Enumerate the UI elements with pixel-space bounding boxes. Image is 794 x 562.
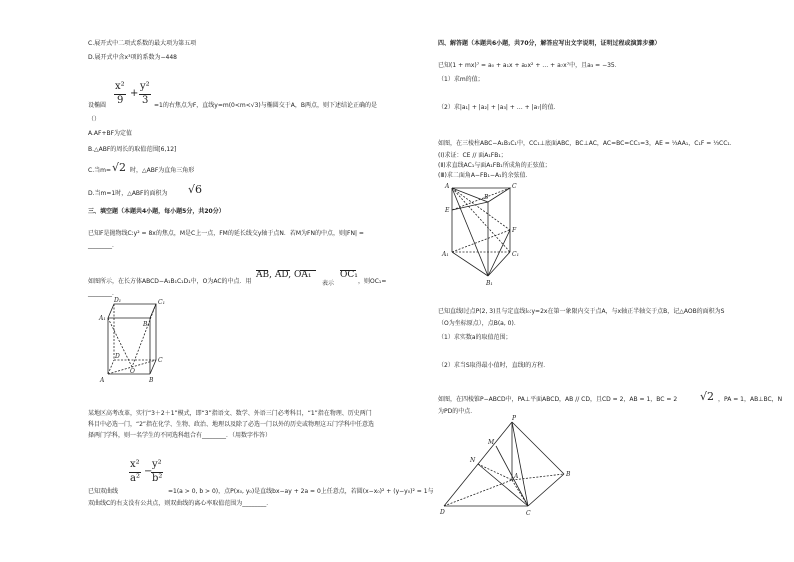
line-question-line2: （O为坐标原点），点B(a, 0)． [438,320,520,327]
frac-den-9: 9 [117,95,124,106]
hyperbola-stem: =1(a > 0, b > 0)，点P(x₀, y₀)是直线bx−ay + 2a = 0上任意点，若圆(x−x₀)² + (y−y₀)² = 1与 [168,488,434,495]
prism-part-1: (Ⅰ)求证：CE // 面A₁FB₁； [438,152,507,159]
frac-den-3: 3 [142,95,149,106]
section-3-heading: 三、填空题（本题共4小题，每小题5分，共20分） [88,208,225,215]
label-c1: C₁ [158,299,165,306]
frac-den-b2: b² [152,473,163,484]
label-b: B [149,377,154,384]
seg-ac1 [452,188,510,252]
edge-a1b1 [452,252,488,276]
option-d-binomial: D.展开式中含x³项的系数为−448 [88,54,177,61]
option-d-ellipse-pre: D.当m=1时，△ABF的面积为 [88,190,168,197]
label-n: N [470,457,476,464]
binomial-question-stem: 已知(1 + mx)⁷ = a₀ + a₁x + a₂x² + … + a₇x⁷中，且a₃ = −35． [438,62,621,69]
sqrt-2: √2 [112,161,127,174]
label-a1: A₁ [99,315,106,322]
plus-sign: + [130,88,139,99]
answer-paren: （） [88,116,101,123]
ellipse-prefix: 设椭圆 [88,102,107,109]
pyramid-stem-post: ，PA = 1，AB⊥BC，N [718,396,783,403]
option-a-ellipse: A.AF+BF为定值 [88,130,133,137]
label-d: D [440,509,445,516]
frac-num-x2: x² [130,459,140,470]
seg-c1o [132,304,156,367]
prism-top-face [452,188,510,202]
binomial-part-2: （2）求|a₁| + |a₂| + |a₃| + … + |a₇|的值． [438,104,560,111]
cuboid-vectors: AB, AD, OA₁ [256,270,312,280]
label-c1: C₁ [512,251,519,258]
frac-num-y2: y² [152,459,162,470]
label-c: C [526,510,531,517]
line-question-line1: 已知直线l过点P(2, 3)且与定直线l₀:y=2x在第一象限内交于点A，与x轴正半轴交于点B，记△AOB的面积为S [438,308,725,315]
minus-sign: − [144,466,153,477]
edge-cb [528,474,564,506]
label-b: B [484,194,489,201]
label-m: M [488,439,495,446]
exam-question-line3: 择两门学科，则一名学生的不同选科组合有________．（用数字作答） [88,432,272,439]
cuboid-blank: ________． [88,290,119,297]
label-b1: B₁ [143,321,150,328]
section-4-heading: 四、解答题（本题共6小题，共70分，解答应写出文字说明，证明过程或演算步骤） [438,40,661,47]
binomial-part-1: （1）求m的值； [438,76,484,83]
sqrt-2: √2 [700,390,715,403]
label-o: O [130,368,135,375]
vector-arrow [278,270,290,271]
edge-ab [512,474,564,480]
pyramid-stem-pre: 如图，在四棱锥P−ABCD中，PA⊥平面ABCD，AB // CD，且CD = 2，AB = 1，BC = 2 [438,396,678,403]
vector-arrow [300,270,316,271]
label-f: F [512,227,517,234]
label-a: A [445,183,450,190]
cuboid-figure [94,297,165,390]
label-c: C [158,357,163,364]
cuboid-stem: 如图所示，在长方体ABCD−A₁B₁C₁D₁中，O为AC的中点．用 [88,278,252,285]
label-a: A [100,377,105,384]
parabola-question-blank: ________． [88,242,119,249]
ellipse-stem: =1的右焦点为F，直线y=m(0<m<√3)与椭圆交于A，B两点，则下述结论正确的是 [154,102,377,109]
prism-part-3: (Ⅲ)求二面角A−FB₁−A₁的余弦值． [438,172,532,179]
label-b: B [566,471,571,478]
option-c-ellipse-pre: C.当m= [88,167,111,174]
hyperbola-line2: 双曲线C的右支没有公共点，则双曲线的离心率取值范围为________． [88,500,273,507]
prism-question-stem: 如图，在三棱柱ABC−A₁B₁C₁中，CC₁⊥底面ABC，BC⊥AC，AC=BC=CC₁=3，AE = ⅓AA₁，C₁F = ⅓CC₁． [438,140,736,147]
line-part-1: （1）求实数a的取值范围； [438,334,512,341]
edge-b1c1 [488,252,510,276]
cuboid-tail: ，则OC₁= [358,278,387,285]
label-e: E [445,207,450,214]
prism-part-2: (Ⅱ)求直线AC₁与面A₁FB₁所成角的正弦值； [438,162,551,169]
edge-pb [512,422,564,474]
hyperbola-prefix: 已知双曲线 [88,488,119,495]
seg-nc [478,464,528,506]
option-b-ellipse: B.△ABF的周长的取值范围[6,12] [88,146,177,153]
cuboid-represent: 表示 [322,280,335,287]
line-part-2: （2）求当S取得最小值时，直线l的方程． [438,362,550,369]
prism-figure [444,182,544,292]
label-d1: D₁ [114,297,122,304]
label-c: C [512,183,517,190]
frac-num-x2: x² [115,81,125,92]
vector-arrow [256,270,268,271]
label-p: P [512,415,517,422]
label-d: D [115,353,120,360]
pyramid-stem-line2: 为PD的中点． [438,408,477,415]
exam-question-line1: 某地区高考改革，实行“3＋2＋1”模式，即“3”指语文、数学、外语三门必考科目，“1”指在物理、历史两门 [88,410,372,417]
label-b1: B₁ [486,280,493,287]
cuboid-vector-oc1: OC₁ [340,270,358,280]
edge-ad [108,360,114,374]
frac-den-a2: a² [130,473,140,484]
label-a: A [514,473,519,480]
vector-arrow [340,270,356,271]
pyramid-figure [440,415,580,518]
seg-a1o [108,318,132,367]
sqrt-6: √6 [188,183,203,196]
option-c-binomial: C.展开式中二项式系数的最大项为第五项 [88,40,197,47]
edge-bc [150,360,156,374]
label-a1: A₁ [442,251,449,258]
cuboid-top-face [108,304,156,318]
exam-question-line2: 科目中必选一门，“2”指在化学、生物、政治、地理以及除了必选一门以外的历史或物理这五门学科中任意选 [88,421,375,428]
parabola-question-line1: 已知F是抛物线C:y² = 8x的焦点，M是C上一点，FM的延长线交y轴于点N．若M为FN的中点，则|FN| = [88,230,364,237]
option-c-ellipse-post: 时，△ABF为直角三角形 [130,167,195,174]
frac-num-y2: y² [140,81,150,92]
